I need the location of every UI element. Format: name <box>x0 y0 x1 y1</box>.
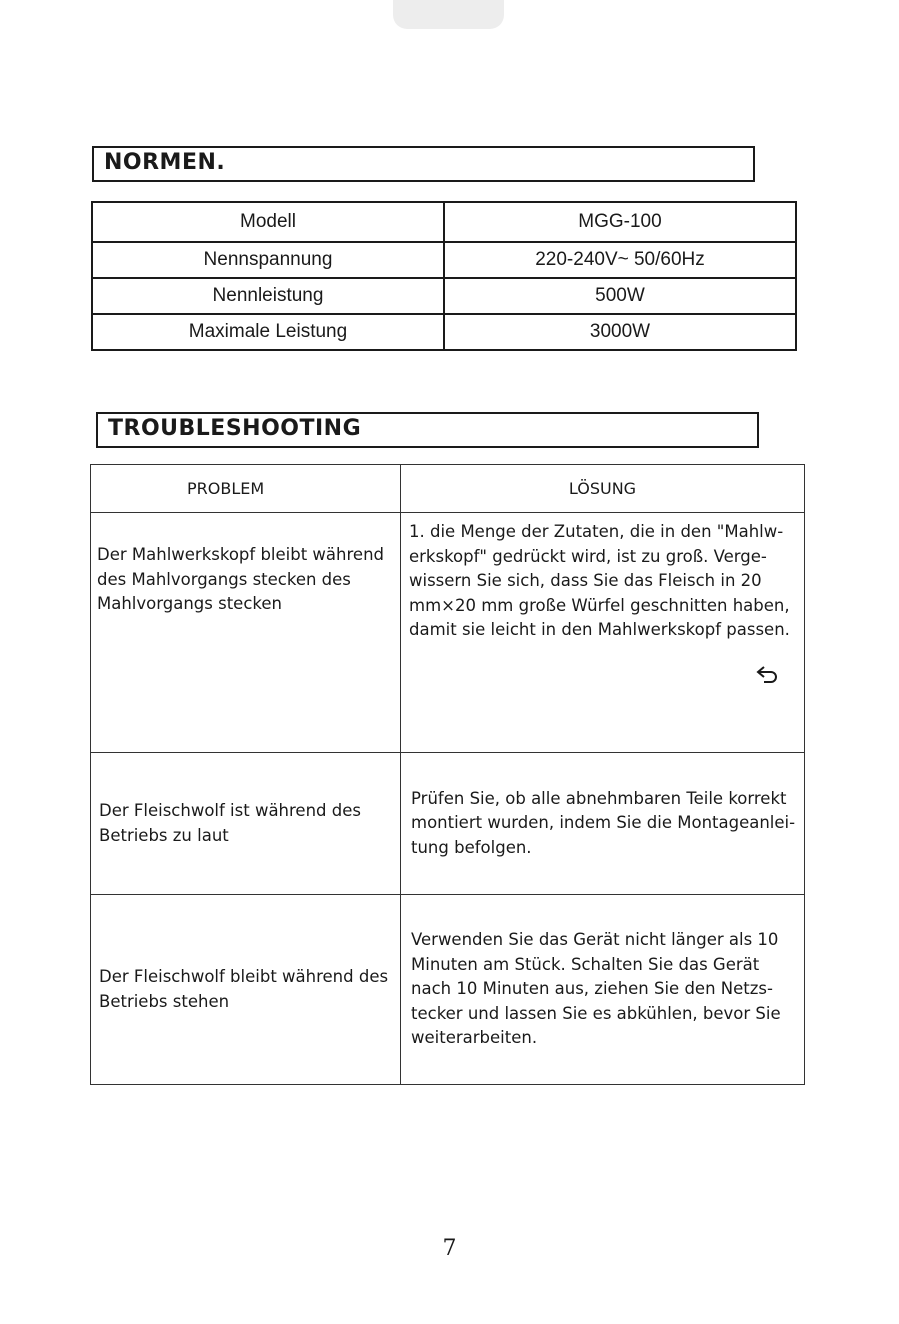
problem-cell: Der Fleischwolf ist während des Betriebs zu laut <box>91 753 401 895</box>
specs-value: MGG-100 <box>444 202 796 242</box>
problem-cell: Der Fleischwolf bleibt während des Betriebs stehen <box>91 895 401 1085</box>
specs-row <box>92 278 796 314</box>
solution-cell: Prüfen Sie, ob alle abnehmbaren Teile korrekt montiert wurden, indem Sie die Montageanlei-tung befolgen. <box>401 753 805 895</box>
specs-table <box>91 201 797 351</box>
page-top-tab <box>393 0 504 29</box>
specs-value: 220-240V~ 50/60Hz <box>444 242 796 278</box>
troubleshooting-table <box>90 464 805 1085</box>
specs-value: 3000W <box>444 314 796 350</box>
specs-label: Maximale Leistung <box>92 314 444 350</box>
specs-label: Modell <box>92 202 444 242</box>
table-header-row <box>91 465 805 513</box>
page-number: 7 <box>442 1236 457 1261</box>
problem-cell: Der Mahlwerkskopf bleibt während des Mahlvorgangs stecken des Mahlvorgangs stecken <box>91 513 401 753</box>
table-row <box>91 513 805 753</box>
undo-arrow-icon <box>754 663 782 685</box>
specs-label: Nennleistung <box>92 278 444 314</box>
specs-value: 500W <box>444 278 796 314</box>
table-row <box>91 895 805 1085</box>
normen-heading: NORMEN. <box>92 146 755 182</box>
table-row <box>91 753 805 895</box>
specs-row <box>92 314 796 350</box>
specs-label: Nennspannung <box>92 242 444 278</box>
specs-row <box>92 202 796 242</box>
specs-row <box>92 242 796 278</box>
solution-text: 1. die Menge der Zutaten, die in den "Mahlw-erkskopf" gedrückt wird, ist zu groß. Verge-wissern Sie sich, dass Sie das Fleisch in 20 mm×20 mm große Würfel geschnitten haben, damit sie leicht in den Mahlwerkskopf passen. <box>409 522 790 639</box>
solution-cell <box>401 513 805 753</box>
solution-column-header: LÖSUNG <box>401 465 805 513</box>
troubleshooting-heading: TROUBLESHOOTING <box>96 412 759 448</box>
solution-cell: Verwenden Sie das Gerät nicht länger als 10 Minuten am Stück. Schalten Sie das Gerät nach 10 Minuten aus, ziehen Sie den Netzs-tecker und lassen Sie es abkühlen, bevor Sie weiterarbeiten. <box>401 895 805 1085</box>
problem-column-header: PROBLEM <box>91 465 401 513</box>
